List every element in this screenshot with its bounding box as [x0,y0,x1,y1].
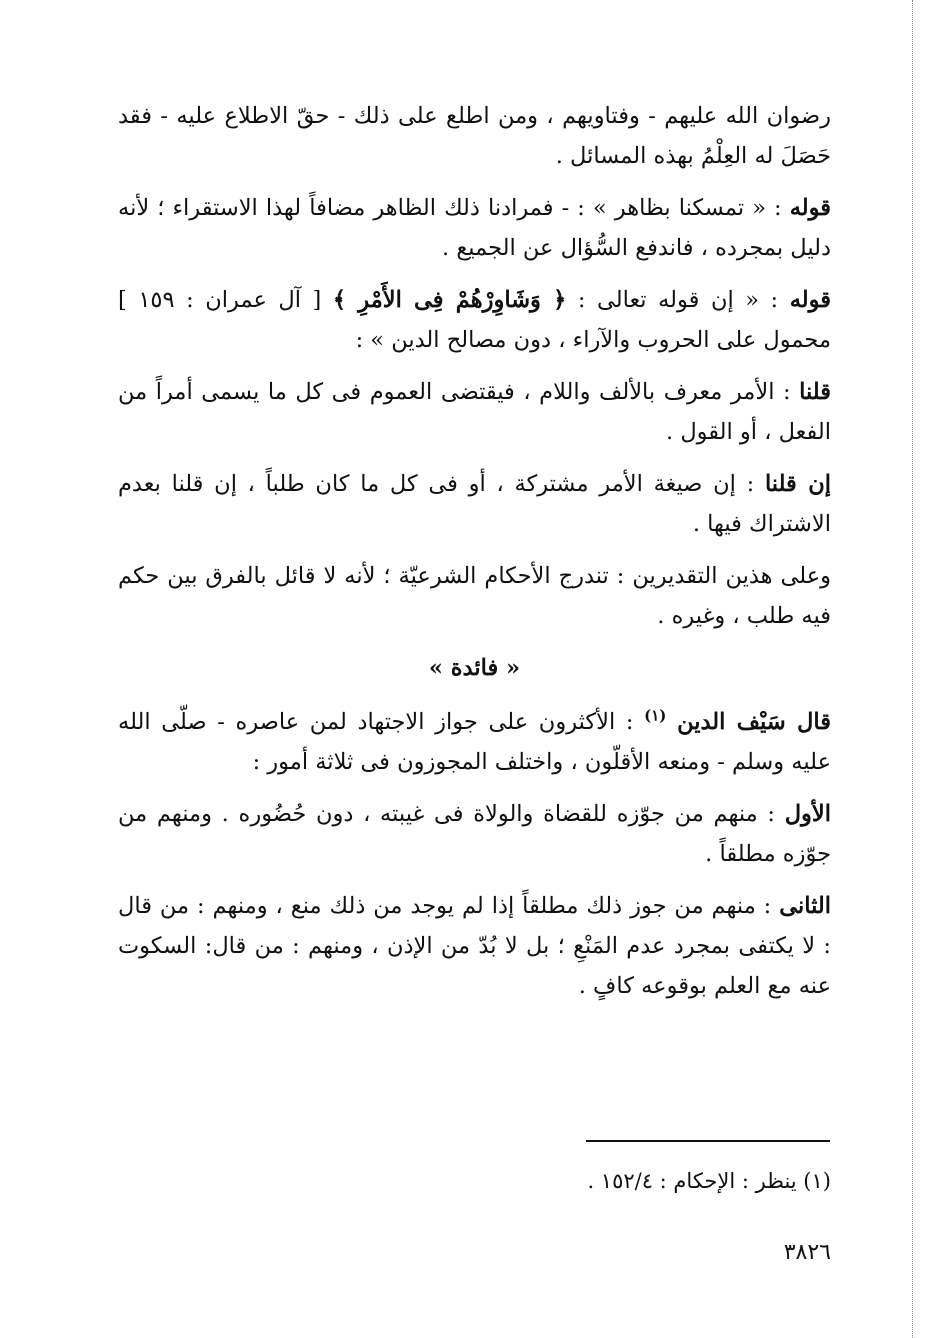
paragraph-lead: الثانى [779,893,831,919]
paragraph-7 [118,702,831,782]
paragraph-5 [118,464,831,544]
footnote: (١) ينظر : الإحكام : ١٥٢/٤ . [587,1169,831,1193]
scan-edge-dotted-line [912,0,913,1338]
paragraph-text: وعلى هذين التقديرين : تندرج الأحكام الشرعيّة ؛ لأنه لا قائل بالفرق بين حكم فيه طلب ، وغيره . [118,563,831,629]
paragraph-lead: قلنا [799,379,831,405]
paragraph-1 [118,96,831,176]
paragraph-8 [118,794,831,874]
paragraph-3 [118,280,831,360]
paragraph-text: : الأكثرون على جواز الاجتهاد لمن عاصره - صلّى الله عليه وسلم - ومنعه الأقلّون ، واختلف المجوزون فى ثلاثة أمور : [118,709,831,775]
paragraph-lead: الأول [784,801,831,827]
paragraph-lead: قوله [789,287,831,313]
paragraph-text: : إن صيغة الأمر مشتركة ، أو فى كل ما كان طلباً ، إن قلنا بعدم الاشتراك فيها . [118,471,831,537]
paragraph-text: : منهم من جوز ذلك مطلقاً إذا لم يوجد من ذلك منع ، ومنهم : من قال : لا يكتفى بمجرد عدم المَنْعِ ؛ بل لا بُدّ من الإذن ، ومنهم : من قال: السكوت عنه مع العلم بوقوعه كافٍ . [118,893,831,999]
paragraph-text: : الأمر معرف بالألف واللام ، فيقتضى العموم فى كل ما يسمى أمراً من الفعل ، أو القول . [118,379,831,445]
paragraph-2 [118,188,831,268]
paragraph-text: رضوان الله عليهم - وفتاويهم ، ومن اطلع على ذلك - حقّ الاطلاع عليه - فقد حَصَلَ له العِلْمُ بهذه المسائل . [118,103,831,169]
footnote-divider [586,1140,830,1142]
paragraph-text: [ آل عمران : ١٥٩ ] محمول على الحروب والآراء ، دون مصالح الدين » : [118,287,831,353]
paragraph-text: : « إن قوله تعالى : [566,287,790,313]
footnote-reference: (١) [644,706,667,725]
paragraph-6 [118,556,831,636]
paragraph-text: : منهم من جوّزه للقضاة والولاة فى غيبته ، دون حُضُوره . ومنهم من جوّزه مطلقاً . [118,801,831,867]
page-number: ٣٨٢٦ [783,1240,831,1265]
paragraph-lead: إن قلنا [764,471,831,497]
paragraph-lead: قال سَيْف الدين [677,709,832,735]
paragraph-4 [118,372,831,452]
section-heading: « فائدة » [428,655,521,681]
paragraph-9 [118,886,831,1006]
main-text [118,96,831,1018]
paragraph-text: : « تمسكنا بظاهر » : - فمرادنا ذلك الظاهر مضافاً لهذا الاستقراء ؛ لأنه دليل بمجرده ، فاندفع السُّؤال عن الجميع . [118,195,831,261]
quran-verse: ﴿ وَشَاوِرْهُمْ فِى الأَمْرِ ﴾ [332,287,567,313]
paragraph-lead: قوله [789,195,831,221]
